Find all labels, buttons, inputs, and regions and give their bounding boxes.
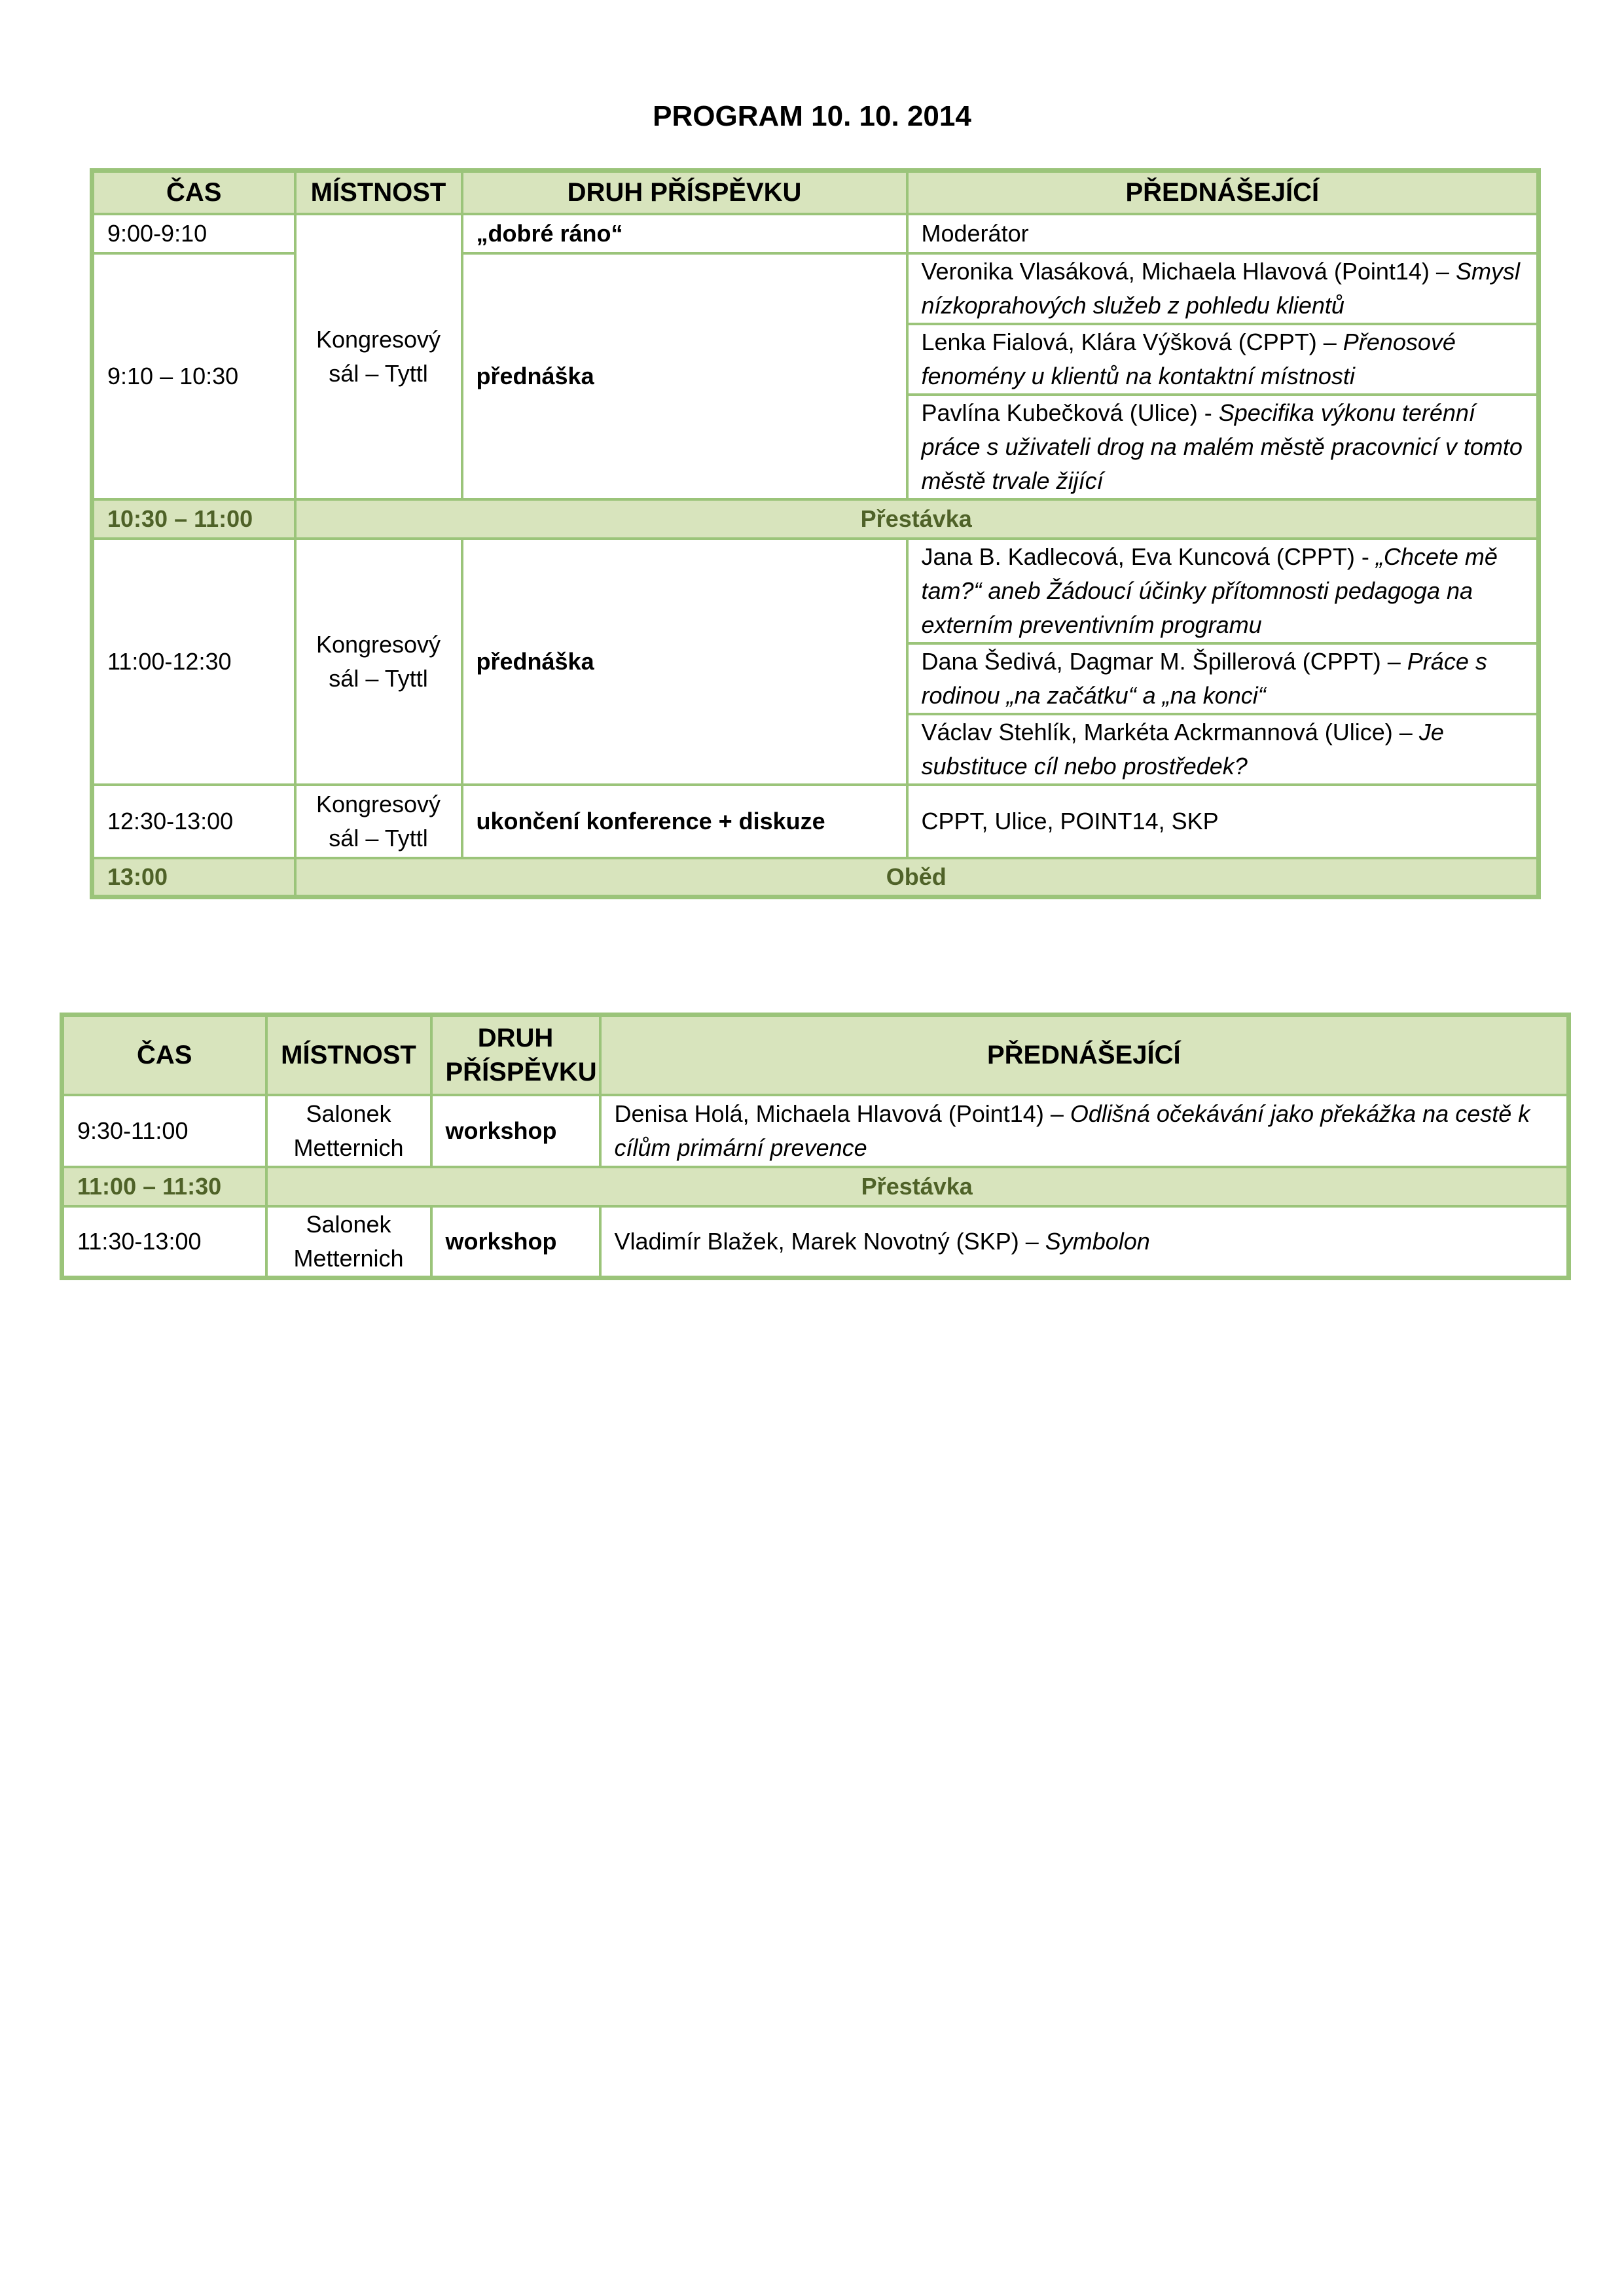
talk-speakers: Denisa Holá, Michaela Hlavová (Point14) – [614,1100,1064,1127]
break-time: 11:00 – 11:30 [62,1167,266,1206]
talk-title: Specifika výkonu terénní práce s uživateli drog na malém městě pracovnicí v tomto městě trvale žijící [921,399,1523,494]
table-header-row [92,171,1539,214]
talk-cell [600,1095,1569,1167]
header-type: DRUH PŘÍSPĚVKU [462,171,907,214]
talk-cell [907,643,1539,714]
table-header-row [62,1015,1569,1095]
talk-title: Přenosové fenomény u klientů na kontaktní místnosti [921,328,1456,389]
talk-title: „Chcete mě tam?“ aneb Žádoucí účinky přítomnosti pedagoga na externím preventivním programu [921,543,1498,638]
table-row [92,214,1539,253]
time-cell: 9:10 – 10:30 [92,253,295,499]
talk-speakers: Pavlína Kubečková (Ulice) - [921,399,1212,426]
talk-title: Odlišná očekávání jako překážka na cestě k cílům primární prevence [614,1100,1530,1161]
talk-speakers: Lenka Fialová, Klára Výšková (CPPT) – [921,328,1337,355]
talk-cell [600,1206,1569,1278]
room-cell: Kongresový sál – Tyttl [295,785,462,858]
speaker-cell: CPPT, Ulice, POINT14, SKP [907,785,1539,858]
room-cell: Kongresový sál – Tyttl [295,214,462,499]
talk-title: Práce s rodinou „na začátku“ a „na konci“ [921,647,1487,709]
talk-speakers: Vladimír Blažek, Marek Novotný (SKP) – [614,1227,1039,1255]
break-label: Přestávka [295,499,1539,539]
type-cell: ukončení konference + diskuze [462,785,907,858]
break-row [62,1167,1569,1206]
time-cell: 11:30-13:00 [62,1206,266,1278]
page-title: PROGRAM 10. 10. 2014 [653,100,971,132]
header-time: ČAS [92,171,295,214]
time-cell: 9:30-11:00 [62,1095,266,1167]
talk-cell [907,324,1539,395]
type-cell: přednáška [462,253,907,499]
break-row [92,499,1539,539]
header-speakers: PŘEDNÁŠEJÍCÍ [907,171,1539,214]
table-row [92,539,1539,643]
room-cell: Kongresový sál – Tyttl [295,539,462,785]
type-cell: workshop [431,1095,600,1167]
break-time: 10:30 – 11:00 [92,499,295,539]
break-label: Oběd [295,858,1539,897]
program-table-workshops [60,1013,1571,1280]
header-room: MÍSTNOST [266,1015,431,1095]
talk-title: Smysl nízkoprahových služeb z pohledu klientů [921,257,1520,319]
talk-cell [907,539,1539,643]
speaker-cell: Moderátor [907,214,1539,253]
table-row [62,1095,1569,1167]
time-cell: 12:30-13:00 [92,785,295,858]
talk-cell [907,714,1539,785]
talk-title: Symbolon [1045,1227,1150,1255]
type-cell: „dobré ráno“ [462,214,907,253]
type-cell: workshop [431,1206,600,1278]
talk-cell [907,395,1539,499]
header-room: MÍSTNOST [295,171,462,214]
time-cell: 9:00-9:10 [92,214,295,253]
type-cell: přednáška [462,539,907,785]
table-row [62,1206,1569,1278]
talk-speakers: Václav Stehlík, Markéta Ackrmannová (Ulice) – [921,718,1413,745]
header-type: DRUH PŘÍSPĚVKU [431,1015,600,1095]
talk-speakers: Dana Šedivá, Dagmar M. Špillerová (CPPT) – [921,647,1401,675]
talk-title: Je substituce cíl nebo prostředek? [921,718,1444,780]
talk-cell [907,253,1539,324]
table-row [92,785,1539,858]
break-row [92,858,1539,897]
header-speakers: PŘEDNÁŠEJÍCÍ [600,1015,1569,1095]
room-cell: Salonek Metternich [266,1206,431,1278]
break-label: Přestávka [266,1167,1569,1206]
break-time: 13:00 [92,858,295,897]
talk-speakers: Veronika Vlasáková, Michaela Hlavová (Point14) – [921,257,1449,285]
program-table-main [90,168,1541,899]
room-cell: Salonek Metternich [266,1095,431,1167]
talk-speakers: Jana B. Kadlecová, Eva Kuncová (CPPT) - [921,543,1369,570]
time-cell: 11:00-12:30 [92,539,295,785]
header-time: ČAS [62,1015,266,1095]
